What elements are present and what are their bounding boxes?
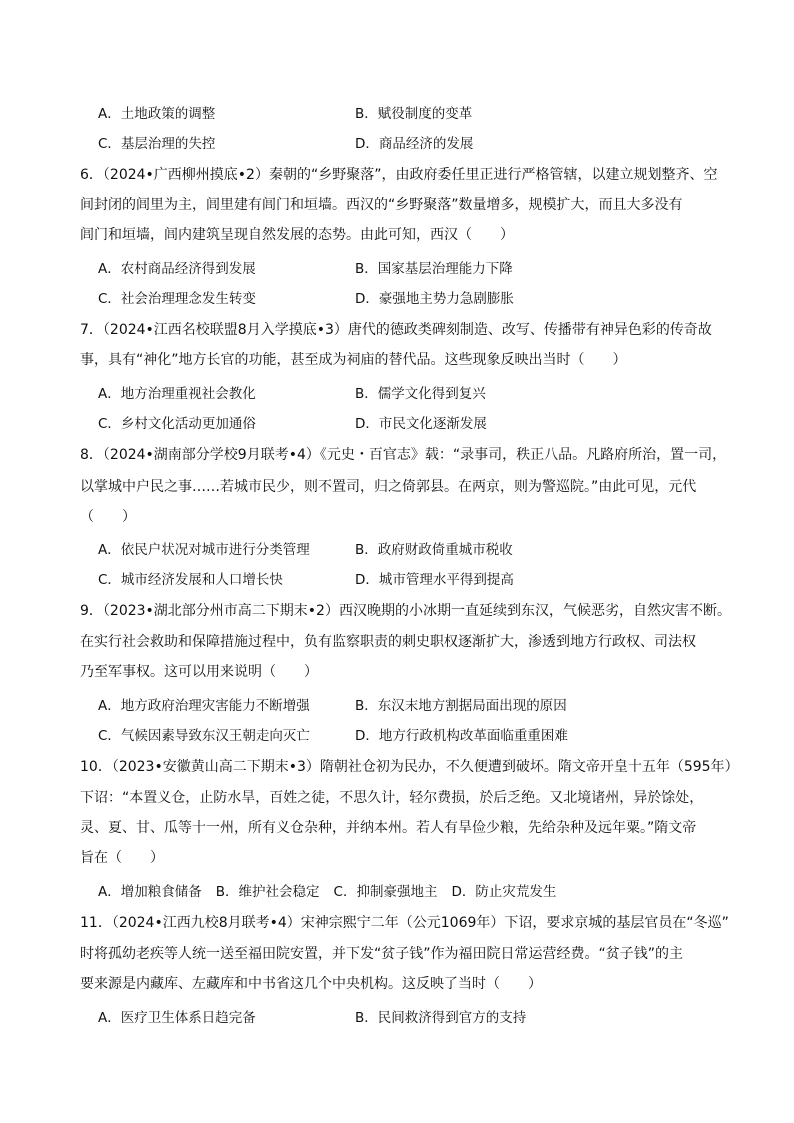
q9-stem-line-2: 在实行社会救助和保障措施过程中，负有监察职责的刺史职权逐渐扩大，渗透到地方行政权、司法权 [80, 634, 696, 650]
q5-option-a[interactable]: A．土地政策的调整 [98, 106, 216, 122]
q10-stem-line-3: 灵、夏、甘、瓜等十一州，所有义仓杂种，并纳本州。若人有旱俭少粮，先给杂种及远年粟。”隋文帝 [80, 820, 697, 836]
q6-stem-line-1: 6．（2024•广西柳州摸底•2）秦朝的“乡野聚落”，由政府委任里正进行严格管辖，以建立规划整齐、空 [80, 167, 718, 183]
q6-option-d[interactable]: D．豪强地主势力急剧膨胀 [355, 291, 514, 307]
q11-option-b[interactable]: B．民间救济得到官方的支持 [355, 1010, 527, 1026]
q8-stem-line-3: （ ） [80, 509, 136, 525]
q8-option-d[interactable]: D．城市管理水平得到提高 [355, 572, 514, 588]
q7-stem-line-2: 事，具有“神化”地方长官的功能，甚至成为祠庙的替代品。这些现象反映出当时（ ） [80, 352, 627, 368]
q9-option-c[interactable]: C．气候因素导致东汉王朝走向灭亡 [98, 728, 310, 744]
q10-options-row [98, 882, 570, 902]
q7-option-c[interactable]: C．乡村文化活动更加通俗 [98, 416, 256, 432]
q11-stem-line-1: 11．（2024•江西九校8月联考•4）宋神宗熙宁二年（公元1069年）下诏，要求京城的基层官员在“冬巡” [80, 915, 729, 931]
q7-option-b[interactable]: B．儒学文化得到复兴 [355, 386, 486, 402]
q10-stem-line-1: 10．（2023•安徽黄山高二下期末•3）隋朝社仓初为民办，不久便遭到破坏。隋文帝开皇十五年（595年） [80, 759, 739, 775]
q7-stem-line-1: 7．（2024•江西名校联盟8月入学摸底•3）唐代的德政类碑刻制造、改写、传播带有神异色彩的传奇故 [80, 322, 712, 338]
q7-option-d[interactable]: D．市民文化逐渐发展 [355, 416, 487, 432]
q8-option-b[interactable]: B．政府财政倚重城市税收 [355, 542, 513, 558]
q8-stem-line-1: 8．（2024•湖南部分学校9月联考•4）《元史・百官志》载：“录事司，秩正八品。凡路府所治，置一司， [80, 447, 727, 463]
q6-stem-line-2: 间封闭的闾里为主，闾里建有闾门和垣墙。西汉的“乡野聚落”数量增多，规模扩大，而且大多没有 [80, 197, 683, 213]
q5-option-d[interactable]: D．商品经济的发展 [355, 136, 474, 152]
q8-option-a[interactable]: A．依民户状况对城市进行分类管理 [98, 542, 310, 558]
q10-option-d[interactable]: D．防止灾荒发生 [451, 884, 557, 900]
q9-stem-line-1: 9．（2023•湖北部分州市高二下期末•2）西汉晚期的小冰期一直延续到东汉，气候恶劣，自然灾害不断。 [80, 603, 731, 619]
q10-option-a[interactable]: A．增加粮食储备 [98, 884, 202, 900]
q9-stem-line-3: 乃至军事权。这可以用来说明（ ） [80, 664, 318, 680]
q9-option-b[interactable]: B．东汉末地方割据局面出现的原因 [355, 698, 567, 714]
q6-option-b[interactable]: B．国家基层治理能力下降 [355, 261, 513, 277]
q8-stem-line-2: 以掌城中户民之事……若城市民少，则不置司，归之倚郭县。在两京，则为警巡院。”由此可见，元代 [80, 479, 697, 495]
q10-stem-line-4: 旨在（ ） [80, 850, 164, 866]
q11-option-a[interactable]: A．医疗卫生体系日趋完备 [98, 1010, 256, 1026]
q11-stem-line-2: 时将孤幼老疾等人统一送至福田院安置，并下发“贫子钱”作为福田院日常运营经费。“贫子钱”的主 [80, 946, 684, 962]
q10-option-c[interactable]: C．抑制豪强地主 [333, 884, 438, 900]
q6-stem-line-3: 闾门和垣墙，闾内建筑呈现自然发展的态势。由此可知，西汉（ ） [80, 227, 514, 243]
q11-stem-line-3: 要来源是内藏库、左藏库和中书省这几个中央机构。这反映了当时（ ） [80, 976, 542, 992]
q10-option-b[interactable]: B．维护社会稳定 [215, 884, 320, 900]
q9-option-d[interactable]: D．地方行政机构改革面临重重困难 [355, 728, 568, 744]
q10-stem-line-2: 下诏：“本置义仓，止防水旱，百姓之徒，不思久计，轻尔费损，於后乏绝。又北境诸州，异於馀处， [80, 790, 704, 806]
q5-option-b[interactable]: B．赋役制度的变革 [355, 106, 473, 122]
q6-option-c[interactable]: C．社会治理理念发生转变 [98, 291, 256, 307]
q7-option-a[interactable]: A．地方治理重视社会教化 [98, 386, 256, 402]
q8-option-c[interactable]: C．城市经济发展和人口增长快 [98, 572, 283, 588]
q9-option-a[interactable]: A．地方政府治理灾害能力不断增强 [98, 698, 310, 714]
q6-option-a[interactable]: A．农村商品经济得到发展 [98, 261, 256, 277]
q5-option-c[interactable]: C．基层治理的失控 [98, 136, 216, 152]
